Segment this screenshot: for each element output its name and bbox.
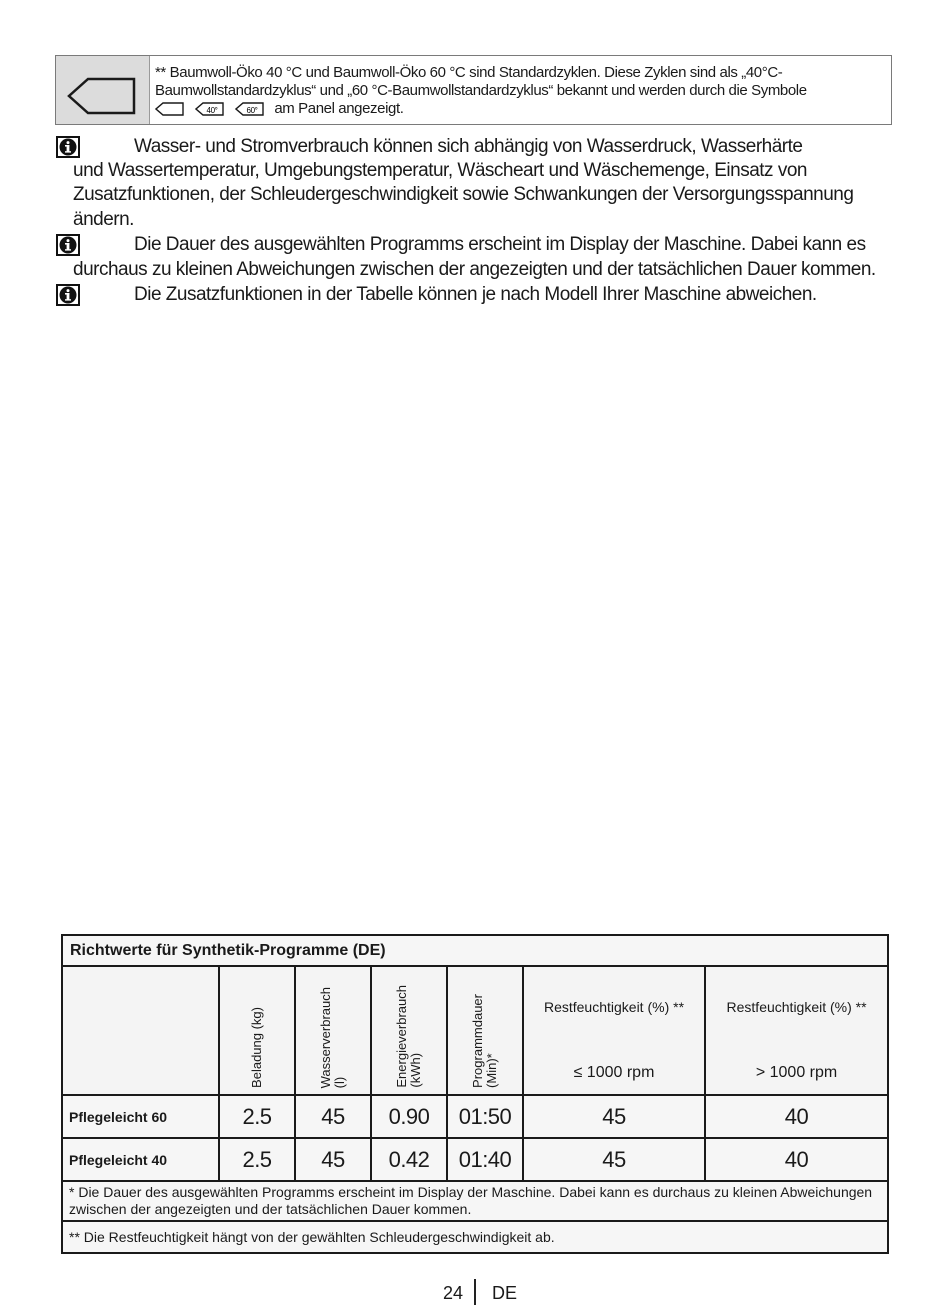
- note-line-2: Baumwollstandardzyklus“ und „60 °C-Baumwollstandardzyklus“ bekannt und werden durch die Symbole: [155, 82, 807, 99]
- note-line-1: ** Baumwoll-Öko 40 °C und Baumwoll-Öko 60 °C sind Standardzyklen. Diese Zyklen sind als „40°C-: [155, 64, 783, 81]
- table-row: [62, 1095, 888, 1138]
- row-duration: 01:40: [447, 1138, 523, 1181]
- row-load: 2.5: [219, 1138, 295, 1181]
- info-2-line-1: Die Dauer des ausgewählten Programms erscheint im Display der Maschine. Dabei kann es: [134, 234, 866, 255]
- header-rest-high-label: Restfeuchtigkeit (%) **: [726, 999, 867, 1015]
- row-energy: 0.42: [371, 1138, 447, 1181]
- table-title: Richtwerte für Synthetik-Programme (DE): [62, 935, 888, 966]
- cotton-eco-tag-icon: [155, 102, 185, 116]
- info-1-line-1: Wasser- und Stromverbrauch können sich abhängig von Wasserdruck, Wasserhärte: [134, 136, 803, 157]
- table-row: [62, 1138, 888, 1181]
- table-footnote-moisture: ** Die Restfeuchtigkeit hängt von der gewählten Schleudergeschwindigkeit ab.: [62, 1221, 888, 1253]
- cotton-eco-40-tag-icon: [195, 102, 225, 116]
- symbol-60-label: 60°: [246, 106, 258, 116]
- info-3-line-1: Die Zusatzfunktionen in der Tabelle können je nach Modell Ihrer Maschine abweichen.: [134, 284, 817, 305]
- info-1-line-3: Zusatzfunktionen, der Schleudergeschwindigkeit sowie Schwankungen der Versorgungsspannung: [73, 184, 854, 205]
- note-icon-cell: [56, 56, 150, 124]
- info-icon: [56, 284, 80, 306]
- header-rest-low-label: Restfeuchtigkeit (%) **: [543, 999, 685, 1015]
- note-line-3: [155, 100, 404, 117]
- header-load: [219, 966, 295, 1095]
- synthetic-programs-table: [61, 934, 889, 1254]
- header-load-label: Beladung (kg): [249, 1007, 264, 1088]
- program-tag-icon: [56, 56, 149, 124]
- row-rest-high: 40: [705, 1095, 888, 1138]
- header-duration-label: Programmdauer (Min)*: [470, 994, 499, 1088]
- info-1-line-4: ändern.: [73, 209, 134, 230]
- header-rest-high-rpm: > 1000 rpm: [755, 1064, 838, 1081]
- table-footnote-row: [62, 1221, 888, 1253]
- table-header-row: [62, 966, 888, 1095]
- row-energy: 0.90: [371, 1095, 447, 1138]
- header-empty-cell: [62, 966, 219, 1095]
- table-footnote-duration: * Die Dauer des ausgewählten Programms erscheint im Display der Maschine. Dabei kann es durchaus zu kleinen Abweichungen zwischen der angezeigten und der tatsächlichen Dauer kommen.: [62, 1181, 888, 1221]
- info-2-line-2: durchaus zu kleinen Abweichungen zwischen der angezeigten und der tatsächlichen Dauer kommen.: [73, 259, 876, 280]
- table-footnote-row: [62, 1181, 888, 1221]
- info-1-line-2: und Wassertemperatur, Umgebungstemperatur, Wäscheart und Wäschemenge, Einsatz von: [73, 160, 807, 181]
- row-load: 2.5: [219, 1095, 295, 1138]
- standard-cycle-note: [55, 55, 892, 125]
- symbol-40-label: 40°: [206, 106, 218, 116]
- header-rest-high: [705, 966, 888, 1095]
- page-separator: [474, 1279, 476, 1305]
- header-water: [295, 966, 371, 1095]
- page-language: DE: [492, 1283, 518, 1303]
- row-program-name: Pflegeleicht 60: [62, 1095, 219, 1138]
- cotton-eco-60-tag-icon: [235, 102, 265, 116]
- note-text: [150, 56, 891, 124]
- row-duration: 01:50: [447, 1095, 523, 1138]
- info-icon: [56, 234, 80, 256]
- row-water: 45: [295, 1138, 371, 1181]
- row-rest-high: 40: [705, 1138, 888, 1181]
- header-rest-low: [523, 966, 705, 1095]
- row-water: 45: [295, 1095, 371, 1138]
- header-duration: [447, 966, 523, 1095]
- row-program-name: Pflegeleicht 40: [62, 1138, 219, 1181]
- row-rest-low: 45: [523, 1138, 705, 1181]
- header-energy-label: Energieverbrauch (kWh): [394, 985, 423, 1088]
- note-line-3-suffix: am Panel angezeigt.: [274, 100, 404, 117]
- header-water-label: Wasserverbrauch (l): [318, 986, 347, 1088]
- page-number: 24: [443, 1283, 464, 1303]
- info-icon: [56, 136, 80, 158]
- row-rest-low: 45: [523, 1095, 705, 1138]
- header-rest-low-rpm: ≤ 1000 rpm: [573, 1064, 655, 1081]
- header-energy: [371, 966, 447, 1095]
